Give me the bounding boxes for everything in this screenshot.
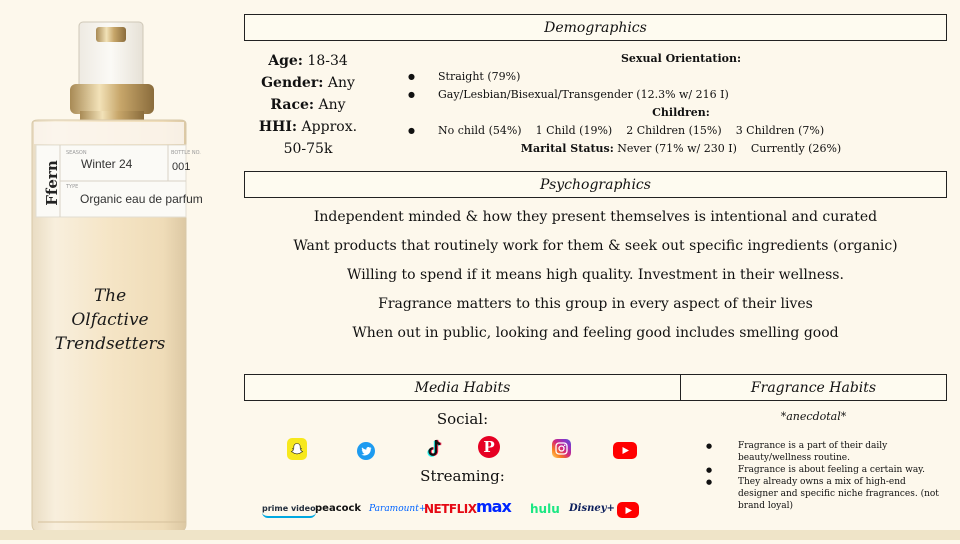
bottle-number: 001 xyxy=(172,161,191,173)
persona-title xyxy=(40,284,180,356)
season-value: Winter 24 xyxy=(81,157,133,171)
orientation-title: Sexual Orientation: xyxy=(620,52,742,65)
gender-label: Gender: xyxy=(261,75,324,91)
bottom-strip xyxy=(0,530,960,540)
disney-plus-logo: Disney+ xyxy=(569,503,615,514)
gender-value: Any xyxy=(327,75,355,91)
psychographic-item: Willing to spend if it means high quality. Investment in their wellness. xyxy=(347,267,844,283)
demographics-details xyxy=(398,50,938,158)
tiktok-icon xyxy=(424,438,444,460)
anecdotal-note: *anecdotal* xyxy=(780,410,847,423)
perfume-bottle-image xyxy=(0,0,230,540)
marital-never: Never (71% w/ 230 I) xyxy=(617,142,737,155)
age-label: Age: xyxy=(268,53,303,69)
psychographic-item: When out in public, looking and feeling good includes smelling good xyxy=(352,325,839,341)
hhi-value: 50-75k xyxy=(283,141,333,157)
fragrance-habits-header: Fragrance Habits xyxy=(680,374,947,401)
twitter-icon xyxy=(357,442,375,460)
children-item: 3 Children (7%) xyxy=(735,124,825,137)
season-label: SEASON xyxy=(66,150,87,156)
fragrance-habit-item: ● Fragrance is about feeling a certain way. xyxy=(700,464,940,476)
tagline-line: Olfactive xyxy=(71,310,149,330)
race-value: Any xyxy=(318,97,346,113)
media-habits-header: Media Habits xyxy=(244,374,681,401)
brand-name: Ffern xyxy=(43,160,61,206)
marital-current: Currently (26%) xyxy=(750,142,842,155)
product-name: Organic eau de parfum xyxy=(80,192,203,206)
marital-status xyxy=(398,140,938,158)
streaming-title: Streaming: xyxy=(420,467,505,485)
fragrance-habit-item: ● They already owns a mix of high-end designer and specific niche fragrances. (not brand loyal) xyxy=(700,476,940,512)
psychographics-header: Psychographics xyxy=(244,171,947,198)
peacock-logo: peacock xyxy=(315,503,362,514)
social-title: Social: xyxy=(436,410,489,428)
psychographic-item: Independent minded & how they present themselves is intentional and curated xyxy=(313,209,878,225)
bottle-drawing xyxy=(0,0,230,540)
bottle-number-label: BOTTLE NO. xyxy=(171,150,201,156)
children-item: No child (54%) xyxy=(438,124,522,137)
hhi-prefix: Approx. xyxy=(301,119,358,135)
paramount-logo: Paramount+ xyxy=(369,504,427,514)
hhi-label: HHI: xyxy=(258,119,298,135)
marital-label: Marital Status: xyxy=(520,142,614,155)
netflix-logo: NETFLIX xyxy=(424,502,477,516)
psychographics-list xyxy=(244,204,947,349)
fragrance-habit-item: ● Fragrance is a part of their daily beauty/wellness routine. xyxy=(700,440,940,464)
demographics-basic xyxy=(244,50,372,160)
psychographic-item: Fragrance matters to this group in every aspect of their lives xyxy=(378,296,813,312)
fragrance-habits-list xyxy=(700,440,940,512)
orientation-item: ● Straight (79%) xyxy=(398,68,938,86)
type-label: TYPE xyxy=(66,184,79,190)
prime-video-logo: prime video xyxy=(262,502,316,518)
youtube-icon xyxy=(613,442,637,459)
children-list xyxy=(398,122,938,140)
youtube-icon xyxy=(617,502,639,518)
children-item: 2 Children (15%) xyxy=(626,124,722,137)
tagline-line: Trendsetters xyxy=(54,334,166,354)
age-value: 18-34 xyxy=(307,53,348,69)
race-label: Race: xyxy=(270,97,315,113)
max-logo: max xyxy=(476,497,511,516)
psychographic-item: Want products that routinely work for them & seek out specific ingredients (organic) xyxy=(293,238,898,254)
tagline-line: The xyxy=(93,286,127,306)
demographics-header: Demographics xyxy=(244,14,947,41)
hulu-logo: hulu xyxy=(530,502,560,516)
children-item: 1 Child (19%) xyxy=(535,124,613,137)
children-title: Children: xyxy=(652,106,710,119)
snapchat-icon xyxy=(287,438,307,460)
instagram-icon xyxy=(552,439,571,458)
orientation-item: ● Gay/Lesbian/Bisexual/Transgender (12.3% w/ 216 I) xyxy=(398,86,938,104)
pinterest-icon: P xyxy=(478,436,500,458)
